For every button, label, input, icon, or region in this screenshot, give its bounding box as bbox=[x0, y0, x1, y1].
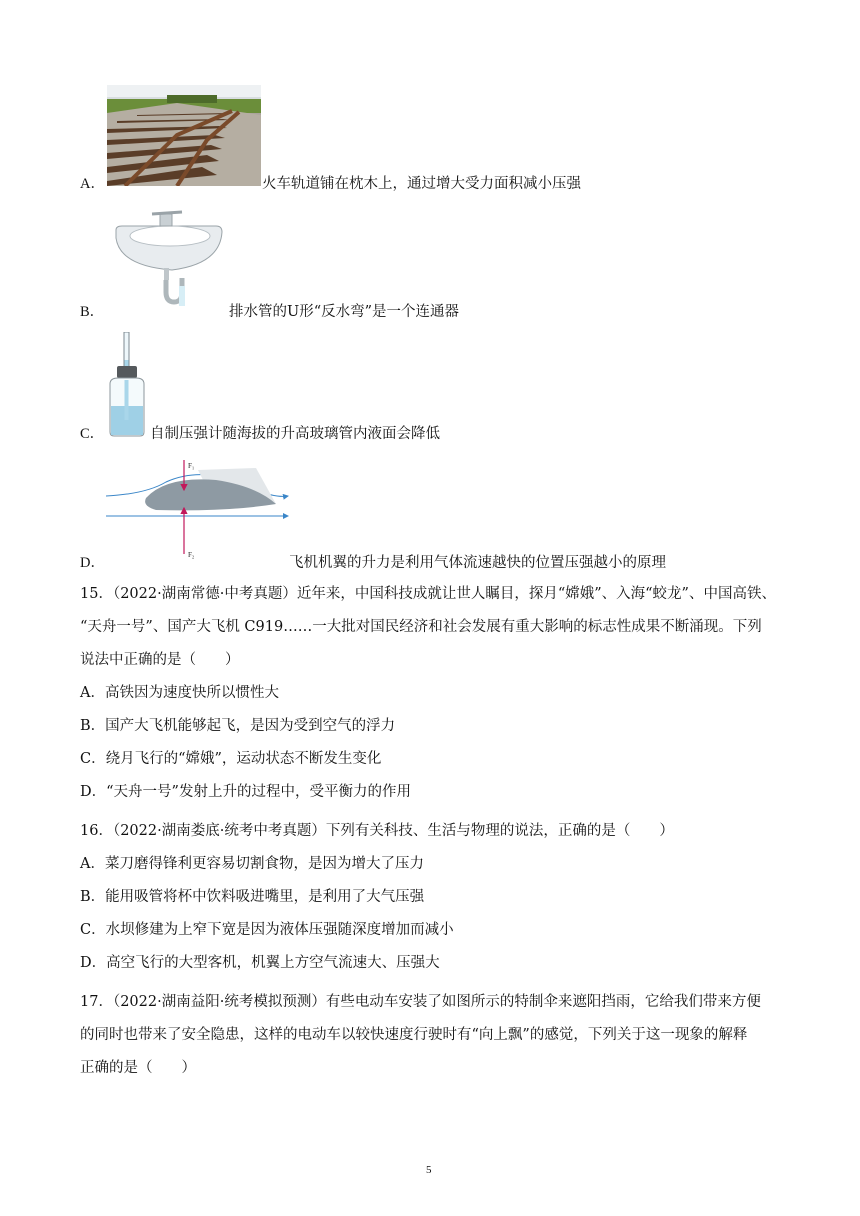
q15-stem-line: 说法中正确的是（ ） bbox=[80, 652, 240, 668]
option-a bbox=[80, 172, 105, 193]
q16-option-a: A．菜刀磨得锋利更容易切割食物，是因为增大了压力 bbox=[80, 856, 424, 872]
airplane-wing-diagram bbox=[106, 460, 290, 560]
sink-drain-illustration bbox=[112, 208, 226, 308]
option-d-text: 飞机机翼的升力是利用气体流速越快的位置压强越小的原理 bbox=[289, 555, 666, 571]
force-f1-label: F₁ bbox=[188, 462, 195, 470]
option-c-text: 自制压强计随海拔的升高玻璃管内液面会降低 bbox=[150, 426, 440, 442]
option-b bbox=[80, 300, 104, 321]
homemade-barometer-illustration bbox=[106, 332, 150, 438]
question-16 bbox=[80, 815, 780, 980]
q17-stem-line: 的同时也带来了安全隐患，这样的电动车以较快速度行驶时有“向上飘”的感觉，下列关于这一现象的解释 bbox=[80, 1027, 748, 1043]
option-a-text: 火车轨道铺在枕木上，通过增大受力面积减小压强 bbox=[262, 176, 581, 192]
q16-option-c: C．水坝修建为上窄下宽是因为液体压强随深度增加而减小 bbox=[80, 922, 454, 938]
q17-stem-line: 17．（2022·湖南益阳·统考模拟预测）有些电动车安装了如图所示的特制伞来遮阳挡雨，它给我们带来方便 bbox=[80, 994, 761, 1010]
q15-stem-line: 15．（2022·湖南常德·中考真题）近年来，中国科技成就让世人瞩目，探月“嫦娥”、入海“蛟龙”、中国高铁、 bbox=[80, 586, 776, 602]
question-17 bbox=[80, 986, 780, 1085]
q15-option-d: D．“天舟一号”发射上升的过程中，受平衡力的作用 bbox=[80, 784, 411, 800]
q16-option-d: D．高空飞行的大型客机，机翼上方空气流速大、压强大 bbox=[80, 955, 440, 971]
option-b-text: 排水管的U形“反水弯”是一个连通器 bbox=[229, 304, 460, 320]
option-d-label: D． bbox=[80, 555, 105, 571]
option-c-label: C． bbox=[80, 426, 105, 442]
railway-track-photo bbox=[107, 85, 261, 186]
option-c bbox=[80, 422, 104, 443]
q16-option-b: B．能用吸管将杯中饮料吸进嘴里，是利用了大气压强 bbox=[80, 889, 425, 905]
q16-stem-line: 16．（2022·湖南娄底·统考中考真题）下列有关科技、生活与物理的说法，正确的是（ ） bbox=[80, 823, 674, 839]
force-f2-label: F₂ bbox=[188, 551, 195, 559]
option-b-label: B． bbox=[80, 304, 105, 320]
option-a-label: A． bbox=[80, 176, 105, 192]
q15-stem-line: “天舟一号”、国产大飞机 C919……一大批对国民经济和社会发展有重大影响的标志性成果不断涌现。下列 bbox=[80, 619, 762, 635]
q17-stem-line: 正确的是（ ） bbox=[80, 1060, 196, 1076]
q15-option-c: C．绕月飞行的“嫦娥”，运动状态不断发生变化 bbox=[80, 751, 382, 767]
page-number: 5 bbox=[426, 1164, 432, 1176]
q15-option-a: A．高铁因为速度快所以惯性大 bbox=[80, 685, 279, 701]
q15-option-b: B．国产大飞机能够起飞，是因为受到空气的浮力 bbox=[80, 718, 396, 734]
option-d bbox=[80, 551, 105, 572]
question-15 bbox=[80, 578, 780, 809]
